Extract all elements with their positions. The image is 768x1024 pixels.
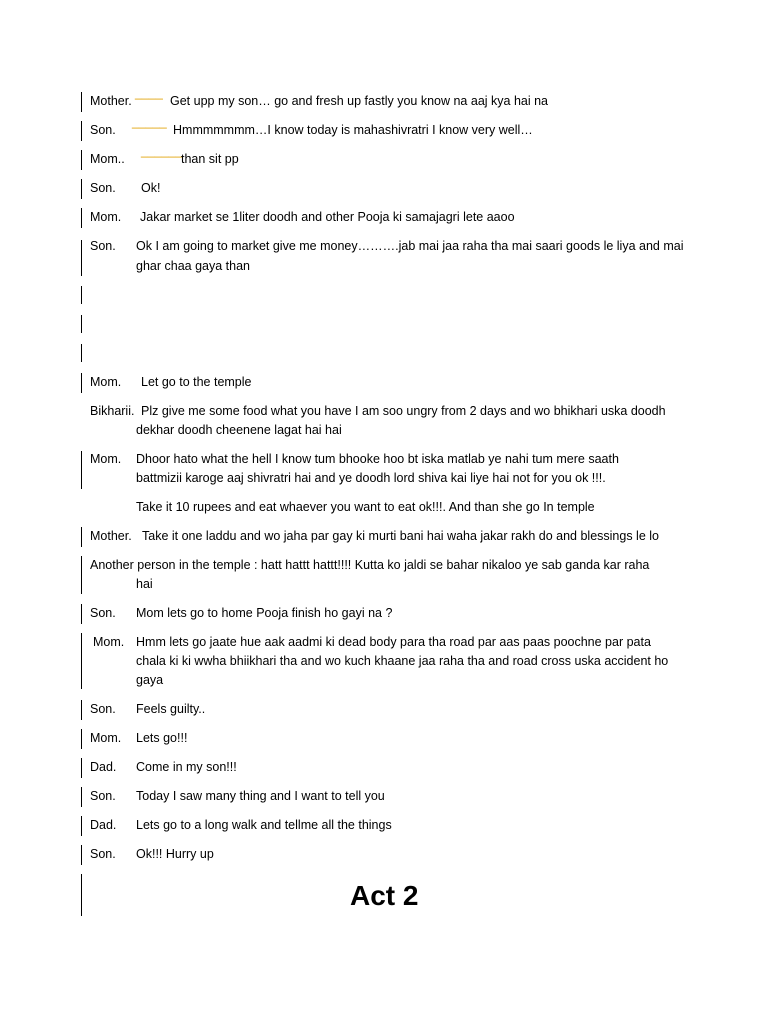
dialogue-text-continued: gaya xyxy=(136,673,164,687)
dialogue-text: Plz give me some food what you have I am soo ungry from 2 days and wo bhikhari uska doodh xyxy=(141,404,666,418)
speaker-label: Mom. xyxy=(93,635,125,649)
margin-bar xyxy=(81,179,82,199)
speaker-label: Dad. xyxy=(90,818,117,832)
margin-bar xyxy=(81,816,82,836)
speaker-label: Dad. xyxy=(90,760,117,774)
speaker-label: Mom. xyxy=(90,375,122,389)
fill-blank: ______ xyxy=(141,144,183,158)
speaker-label: Son. xyxy=(90,239,116,253)
dialogue-text: Ok I am going to market give me money……….jab mai jaa raha tha mai saari goods le liya and mai xyxy=(136,239,684,253)
margin-bar xyxy=(81,286,82,304)
dialogue-text-continued: battmizii karoge aaj shivratri hai and ye doodh lord shiva kai liye hai not for you ok !!!. xyxy=(136,471,606,485)
speaker-label: Son. xyxy=(90,702,116,716)
dialogue-text: than sit pp xyxy=(181,152,239,166)
dialogue-text-continued: dekhar doodh cheenene lagat hai hai xyxy=(136,423,342,437)
dialogue-text: Hmm lets go jaate hue aak aadmi ki dead body para tha road par aas paas poochne par pata xyxy=(136,635,651,649)
speaker-label: Son. xyxy=(90,847,116,861)
margin-bar xyxy=(81,633,82,689)
dialogue-text: Feels guilty.. xyxy=(136,702,206,716)
fill-blank: ____ xyxy=(135,86,163,100)
dialogue-text: Let go to the temple xyxy=(141,375,252,389)
dialogue-text: Dhoor hato what the hell I know tum bhooke hoo bt iska matlab ye nahi tum mere saath xyxy=(136,452,619,466)
margin-bar xyxy=(81,787,82,807)
margin-bar xyxy=(81,874,82,916)
margin-bar xyxy=(81,344,82,362)
margin-bar xyxy=(81,240,82,276)
margin-bar xyxy=(81,527,82,547)
margin-bar xyxy=(81,556,82,594)
speaker-label: Mom. xyxy=(90,210,122,224)
speaker-label: Bikharii. xyxy=(90,404,135,418)
fill-blank: _____ xyxy=(132,115,167,129)
speaker-label: Son. xyxy=(90,123,116,137)
dialogue-text-continued: hai xyxy=(136,577,153,591)
dialogue-text-continued: ghar chaa gaya than xyxy=(136,259,250,273)
margin-bar xyxy=(81,604,82,624)
dialogue-text: Lets go!!! xyxy=(136,731,188,745)
dialogue-text: Take it 10 rupees and eat whaever you want to eat ok!!!. And than she go In temple xyxy=(136,500,595,514)
dialogue-text: Get upp my son… go and fresh up fastly you know na aaj kya hai na xyxy=(170,94,548,108)
margin-bar xyxy=(81,451,82,489)
margin-bar xyxy=(81,92,82,112)
act-heading: Act 2 xyxy=(350,880,419,911)
speaker-label: Mom. xyxy=(90,731,122,745)
margin-bar xyxy=(81,373,82,393)
dialogue-text: Lets go to a long walk and tellme all the things xyxy=(136,818,392,832)
dialogue-text: Come in my son!!! xyxy=(136,760,237,774)
dialogue-text: Ok!!! Hurry up xyxy=(136,847,214,861)
speaker-label: Son. xyxy=(90,606,116,620)
speaker-label: Mother. xyxy=(90,529,132,543)
dialogue-text: Mom lets go to home Pooja finish ho gayi na ? xyxy=(136,606,393,620)
dialogue-text: Today I saw many thing and I want to tell you xyxy=(136,789,385,803)
margin-bar xyxy=(81,845,82,865)
dialogue-text: Take it one laddu and wo jaha par gay ki murti bani hai waha jakar rakh do and blessings le lo xyxy=(142,529,659,543)
margin-bar xyxy=(81,150,82,170)
dialogue-text: Hmmmmmmm…I know today is mahashivratri I know very well… xyxy=(173,123,533,137)
dialogue-text-continued: chala ki ki wwha bhiikhari tha and wo kuch khaane jaa raha tha and road cross uska accident ho xyxy=(136,654,669,668)
speaker-label: Son. xyxy=(90,181,116,195)
speaker-label: Son. xyxy=(90,789,116,803)
dialogue-text: Jakar market se 1liter doodh and other Pooja ki samajagri lete aaoo xyxy=(140,210,515,224)
dialogue-text: Another person in the temple : hatt hattt hattt!!!! Kutta ko jaldi se bahar nikaloo ye sab ganda kar raha xyxy=(90,558,650,572)
margin-bar xyxy=(81,121,82,141)
speaker-label: Mom. xyxy=(90,452,122,466)
speaker-label: Mother. xyxy=(90,94,132,108)
speaker-label: Mom.. xyxy=(90,152,125,166)
margin-bar xyxy=(81,208,82,228)
dialogue-text: Ok! xyxy=(141,181,161,195)
margin-bar xyxy=(81,315,82,333)
margin-bar xyxy=(81,700,82,720)
margin-bar xyxy=(81,758,82,778)
margin-bar xyxy=(81,729,82,749)
